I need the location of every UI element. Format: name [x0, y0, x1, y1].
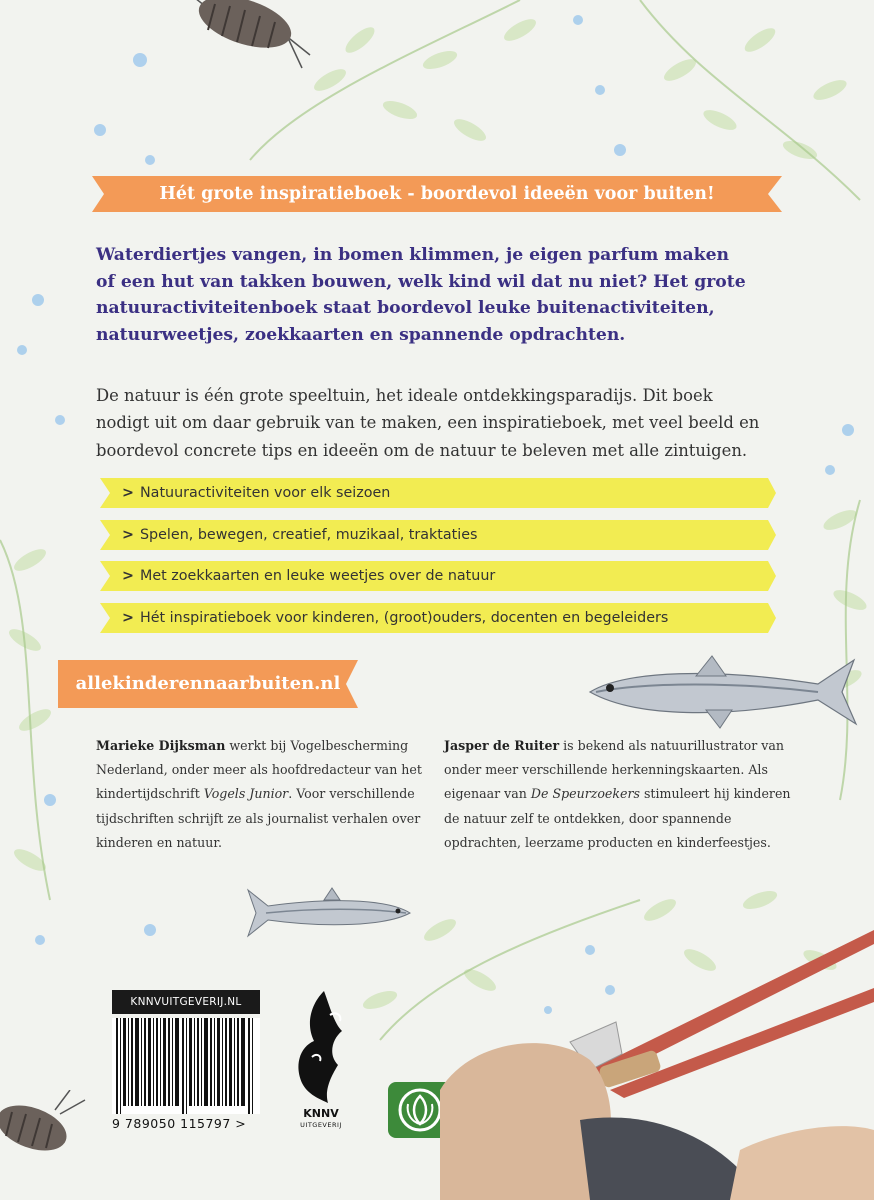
chevron-right-icon: >	[122, 609, 134, 626]
feature-text: Natuuractiviteiten voor elk seizoen	[139, 485, 391, 501]
woodlouse-icon	[190, 0, 320, 70]
website-banner[interactable]	[58, 660, 388, 708]
feature-item	[100, 561, 780, 591]
barcode-label: KNNVUITGEVERIJ.NL	[112, 990, 260, 1014]
intro-line: Waterdiertjes vangen, in bomen klimmen, je eigen parfum maken	[96, 245, 729, 265]
fish-icon	[246, 886, 414, 940]
fish-icon	[586, 648, 860, 734]
bio-text: . Voor verschillende	[288, 786, 415, 802]
author-bio-de-ruiter	[444, 734, 804, 855]
body-line: nodigt uit om daar gebruik van te maken, een inspiratieboek, met veel beeld en	[96, 413, 760, 433]
feature-text: Met zoekkaarten en leuke weetjes over de natuur	[139, 568, 496, 584]
bio-text: Nederland, onder meer als hoofdredacteur van het	[96, 762, 422, 778]
feature-text: Hét inspiratieboek voor kinderen, (groot)ouders, docenten en begeleiders	[139, 609, 669, 626]
bio-text: opdrachten, leerzame producten en kinderfeestjes.	[444, 834, 771, 850]
bio-text: is bekend als natuurillustrator van	[563, 738, 784, 753]
intro-line: natuuractiviteitenboek staat boordevol leuke buitenactiviteiten,	[96, 298, 715, 318]
company-name: De Speurzoekers	[530, 786, 640, 802]
body-paragraph	[96, 382, 796, 464]
intro-line: of een hut van takken bouwen, welk kind wil dat nu niet? Het grote	[96, 271, 746, 292]
woodlouse-icon	[0, 1090, 90, 1160]
chevron-right-icon: >	[122, 485, 134, 501]
intro-line: natuurweetjes, zoekkaarten en spannende opdrachten.	[96, 324, 626, 345]
body-line: De natuur is één grote speeltuin, het ideale ontdekkingsparadijs. Dit boek	[96, 386, 713, 405]
chevron-right-icon: >	[122, 568, 134, 584]
author-name: Marieke Dijksman	[96, 738, 226, 753]
feature-item	[100, 478, 780, 508]
body-line: boordevol concrete tips en ideeën om de natuur te beleven met alle zintuigen.	[96, 440, 748, 460]
barcode-bars	[112, 1018, 260, 1114]
slingshot-icon	[440, 930, 874, 1200]
isbn-number: 9 789050 115797 >	[112, 1116, 247, 1131]
barcode	[112, 990, 260, 1140]
author-bio-dijksman	[96, 734, 436, 855]
bio-text: kinderen en natuur.	[96, 834, 222, 850]
bio-text: tijdschriften schrijft ze als journalist verhalen over	[96, 810, 421, 826]
headline-text: Hét grote inspiratieboek - boordevol ideeën voor buiten!	[159, 184, 715, 204]
bio-text: onder meer verschillende herkenningskaarten. Als	[444, 762, 768, 778]
website-link[interactable]: allekinderennaarbuiten.nl	[75, 673, 341, 694]
feature-text: Spelen, bewegen, creatief, muzikaal, traktaties	[139, 526, 478, 543]
publisher-logo	[290, 985, 370, 1145]
bio-text: stimuleert hij kinderen	[639, 786, 791, 802]
publisher-name: KNNV	[303, 1107, 339, 1120]
knnv-logo-icon	[290, 985, 352, 1105]
author-name: Jasper de Ruiter	[444, 738, 560, 753]
bio-text: eigenaar van	[444, 786, 531, 802]
bio-text: de natuur zelf te ontdekken, door spannende	[444, 810, 732, 826]
feature-item	[100, 603, 780, 633]
publisher-sub: UITGEVERIJ	[300, 1121, 342, 1129]
chevron-right-icon: >	[122, 526, 134, 543]
bio-text: werkt bij Vogelbescherming	[229, 738, 409, 753]
bio-text: kindertijdschrift	[96, 786, 204, 802]
feature-item	[100, 520, 780, 550]
headline-banner	[92, 168, 782, 220]
intro-paragraph	[96, 242, 796, 348]
feature-list	[100, 478, 780, 644]
magazine-title: Vogels Junior	[203, 786, 289, 802]
